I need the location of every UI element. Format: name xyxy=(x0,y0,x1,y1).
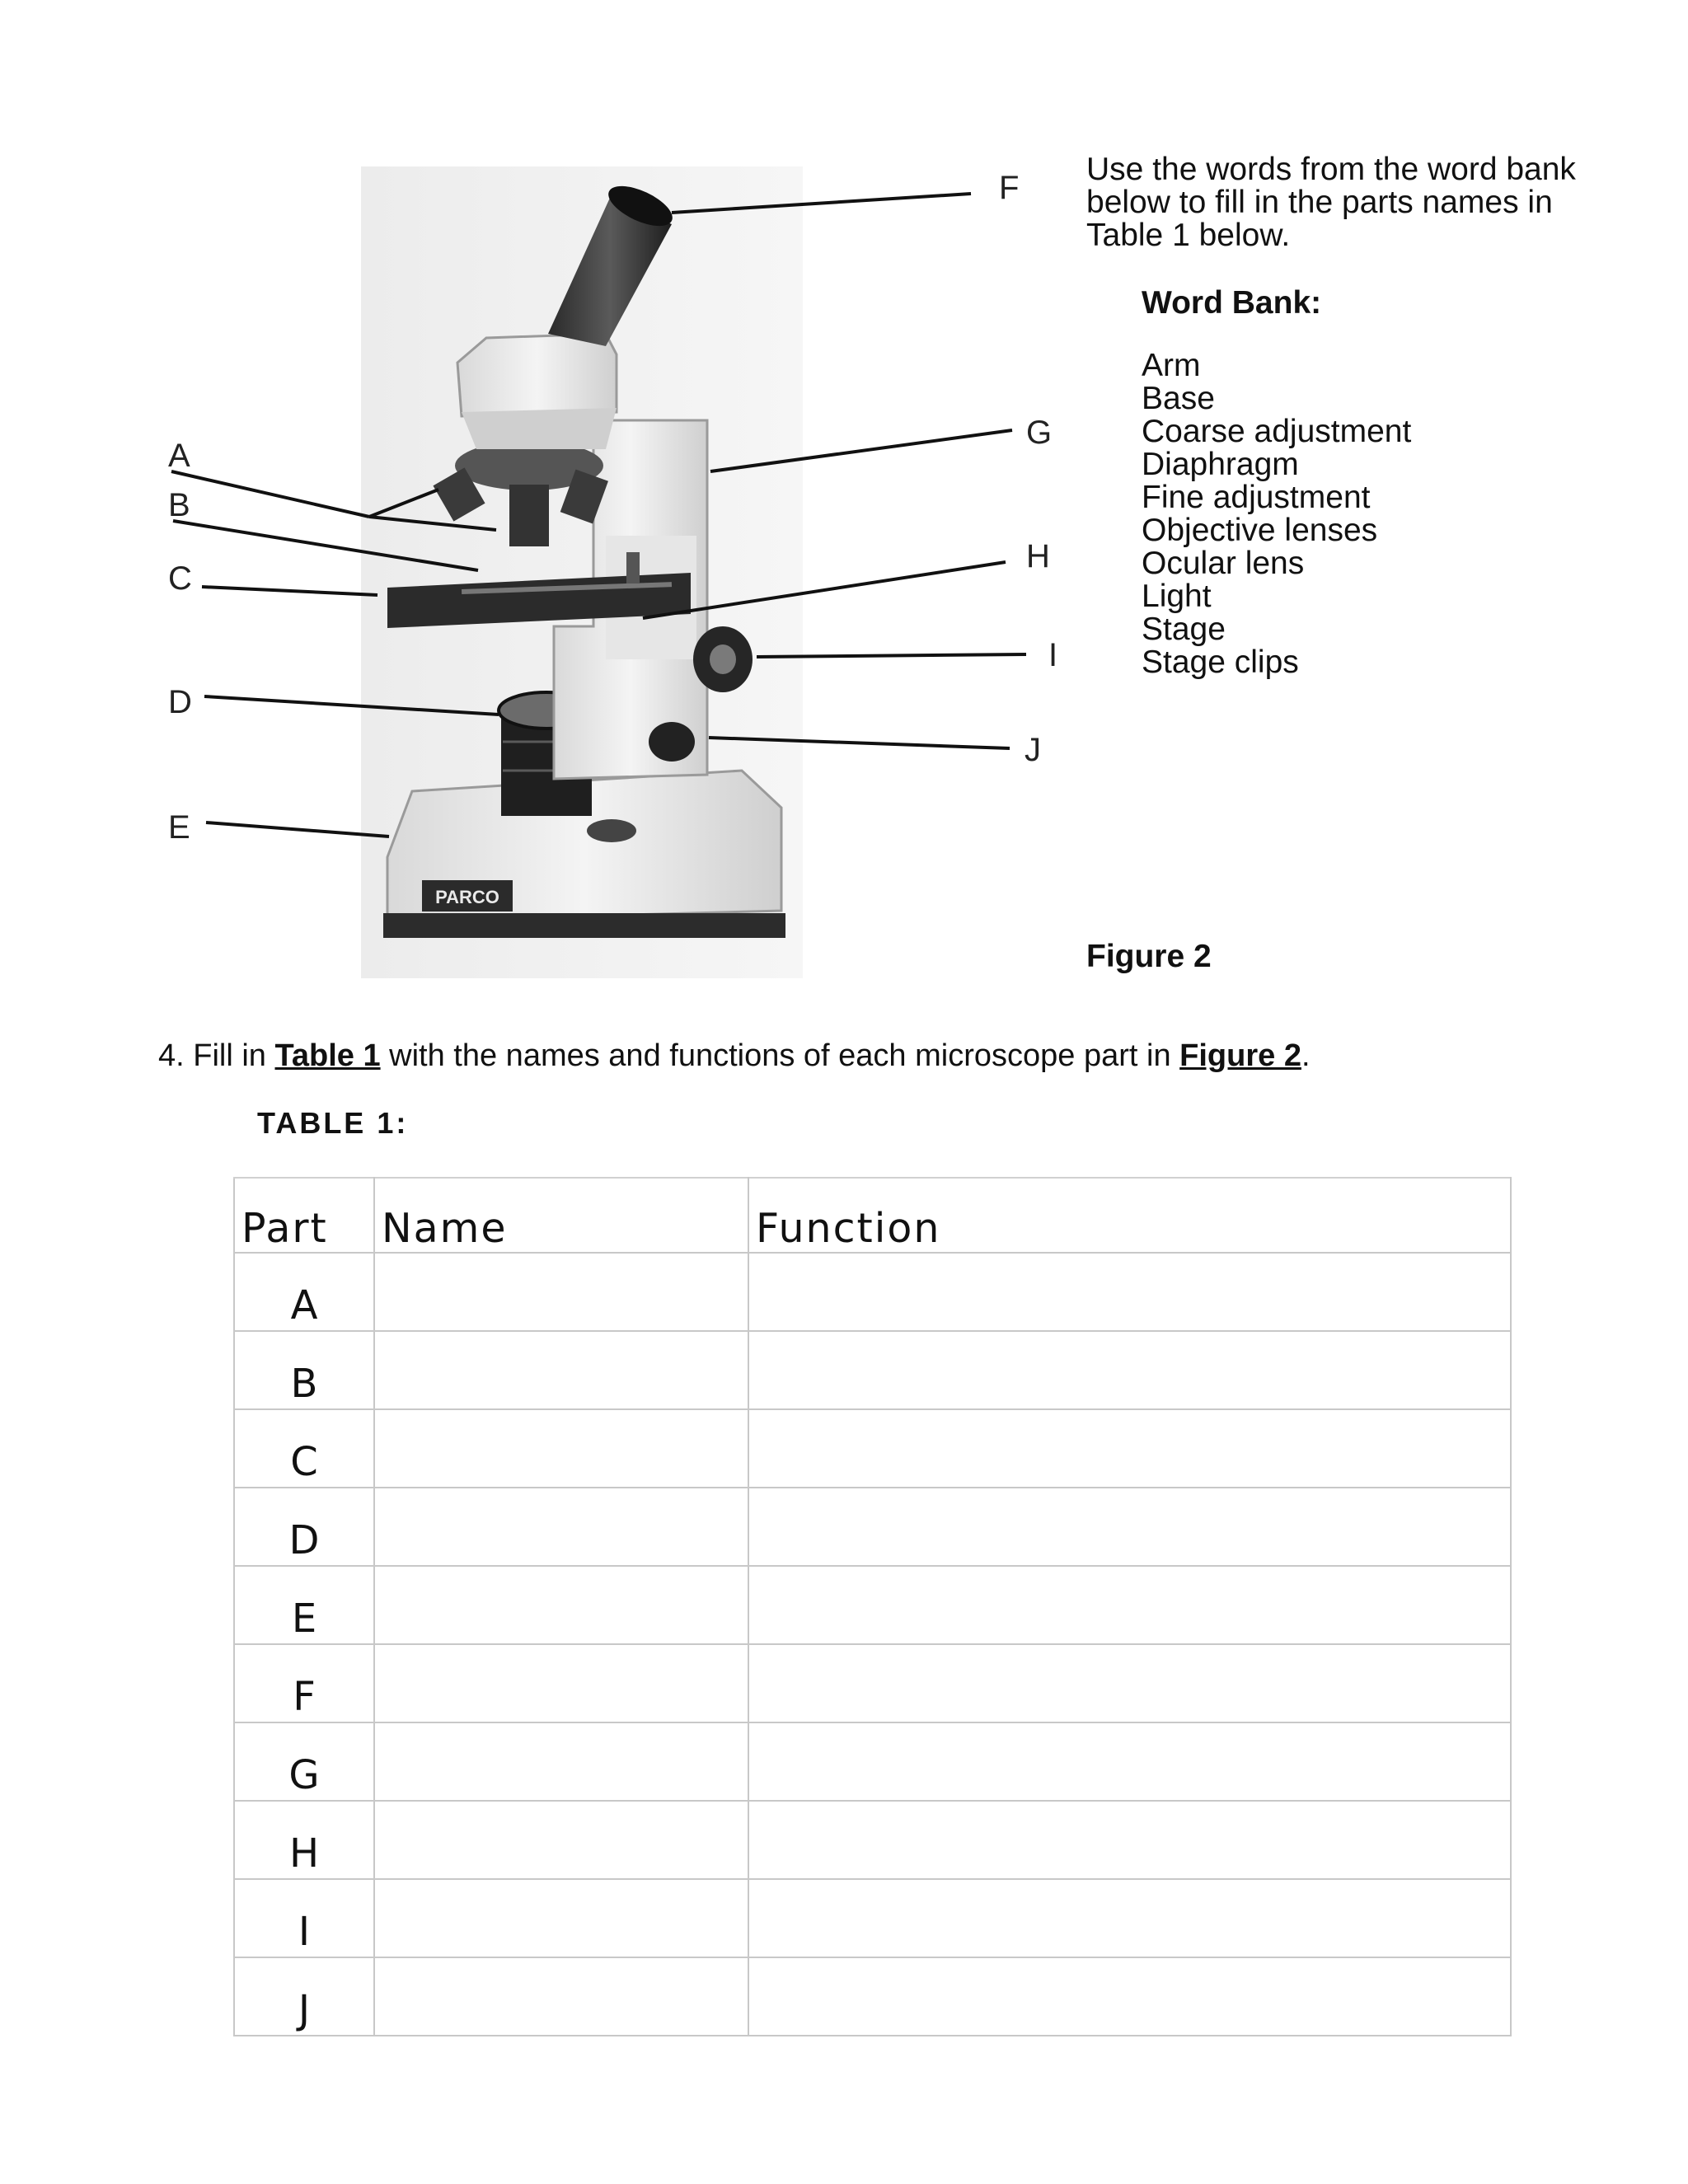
part-cell: B xyxy=(234,1331,374,1409)
name-cell[interactable] xyxy=(374,1488,748,1566)
function-cell[interactable] xyxy=(748,1801,1511,1879)
table-row xyxy=(234,1566,1511,1644)
word-bank-item: Fine adjustment xyxy=(1142,480,1371,515)
figure-label-d: D xyxy=(168,684,192,720)
word-bank-title: Word Bank: xyxy=(1142,285,1322,321)
parts-table xyxy=(233,1177,1512,2036)
part-cell: D xyxy=(234,1488,374,1566)
figure-label-c: C xyxy=(168,560,192,597)
figure-label-a: A xyxy=(168,438,190,474)
name-cell[interactable] xyxy=(374,1957,748,2036)
fine-knob xyxy=(649,722,695,762)
word-bank-item: Diaphragm xyxy=(1142,447,1299,482)
figure-label-b: B xyxy=(168,487,190,523)
name-cell[interactable] xyxy=(374,1253,748,1331)
figure-caption: Figure 2 xyxy=(1086,939,1212,974)
figure-label-f: F xyxy=(999,170,1020,206)
figure-label-g: G xyxy=(1026,415,1053,451)
word-bank-list xyxy=(1142,349,1411,679)
name-cell[interactable] xyxy=(374,1566,748,1644)
question-4 xyxy=(158,1038,1311,1074)
part-cell: F xyxy=(234,1644,374,1722)
table-header-row xyxy=(234,1178,1511,1253)
part-cell: E xyxy=(234,1566,374,1644)
table-row xyxy=(234,1409,1511,1488)
function-cell[interactable] xyxy=(748,1488,1511,1566)
question-prefix: 4. Fill in xyxy=(158,1038,275,1073)
figure-label-i: I xyxy=(1048,637,1058,673)
objective-lens-2 xyxy=(509,485,549,546)
word-bank-item: Ocular lens xyxy=(1142,546,1305,581)
part-cell: H xyxy=(234,1801,374,1879)
part-cell: I xyxy=(234,1879,374,1957)
function-cell[interactable] xyxy=(748,1722,1511,1801)
word-bank-item: Stage clips xyxy=(1142,644,1299,680)
figure-reference: Figure 2 xyxy=(1179,1038,1301,1073)
head xyxy=(457,334,617,416)
name-cell[interactable] xyxy=(374,1331,748,1409)
leader-a-1 xyxy=(171,471,369,517)
table-row xyxy=(234,1488,1511,1566)
name-cell[interactable] xyxy=(374,1409,748,1488)
function-cell[interactable] xyxy=(748,1957,1511,2036)
function-cell[interactable] xyxy=(748,1644,1511,1722)
header-function: Function xyxy=(748,1178,1511,1253)
figure-label-h: H xyxy=(1026,538,1050,574)
function-cell[interactable] xyxy=(748,1331,1511,1409)
table-row xyxy=(234,1644,1511,1722)
brand-text: PARCO xyxy=(435,887,499,907)
figure-label-j: J xyxy=(1025,732,1041,768)
header-part: Part xyxy=(234,1178,374,1253)
function-cell[interactable] xyxy=(748,1566,1511,1644)
word-bank-item: Base xyxy=(1142,381,1215,416)
instructions-text: Use the words from the word bank below to fill in the parts names in Table 1 below. xyxy=(1086,152,1576,253)
function-cell[interactable] xyxy=(748,1409,1511,1488)
name-cell[interactable] xyxy=(374,1879,748,1957)
table-title: TABLE 1: xyxy=(257,1106,409,1140)
function-cell[interactable] xyxy=(748,1879,1511,1957)
table-row xyxy=(234,1331,1511,1409)
figure-label-e: E xyxy=(168,809,190,846)
part-cell: A xyxy=(234,1253,374,1331)
part-cell: G xyxy=(234,1722,374,1801)
name-cell[interactable] xyxy=(374,1722,748,1801)
header-name: Name xyxy=(374,1178,748,1253)
base-light-port xyxy=(587,819,636,842)
table-row xyxy=(234,1253,1511,1331)
word-bank-item: Light xyxy=(1142,579,1212,614)
name-cell[interactable] xyxy=(374,1644,748,1722)
word-bank-item: Coarse adjustment xyxy=(1142,414,1412,449)
name-cell[interactable] xyxy=(374,1801,748,1879)
leader-c xyxy=(202,587,377,595)
word-bank-item: Objective lenses xyxy=(1142,513,1378,548)
table-row xyxy=(234,1957,1511,2036)
question-middle: with the names and functions of each microscope part in xyxy=(380,1038,1180,1073)
base-foot xyxy=(383,913,785,938)
word-bank-item: Stage xyxy=(1142,612,1226,647)
part-cell: J xyxy=(234,1957,374,2036)
function-cell[interactable] xyxy=(748,1253,1511,1331)
table-row xyxy=(234,1879,1511,1957)
table-row xyxy=(234,1722,1511,1801)
part-cell: C xyxy=(234,1409,374,1488)
table-row xyxy=(234,1801,1511,1879)
question-suffix: . xyxy=(1301,1038,1311,1073)
table-reference: Table 1 xyxy=(274,1038,381,1073)
word-bank-item: Arm xyxy=(1142,348,1201,383)
